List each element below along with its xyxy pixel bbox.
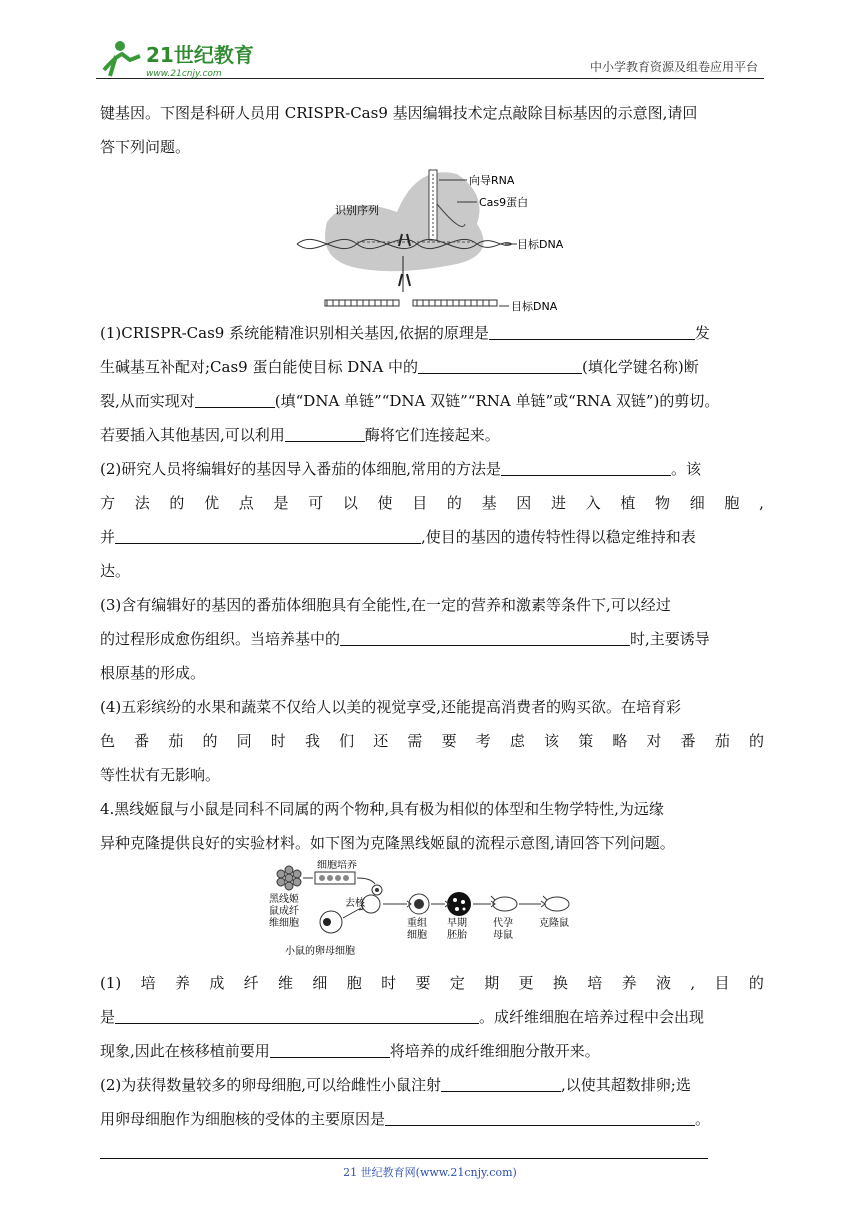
justified-char: 细 (312, 974, 328, 992)
answer-blank[interactable] (441, 1069, 561, 1092)
svg-text:重组: 重组 (407, 918, 427, 929)
question-line: 若要插入其他基因,可以利用 酶将它们连接起来。 (100, 418, 764, 452)
justified-char: 点 (238, 494, 254, 512)
justified-char: 要 (441, 732, 457, 750)
justified-char: 虑 (509, 732, 525, 750)
justified-char: 我 (304, 732, 320, 750)
problem-line: 4.黑线姬鼠与小鼠是同科不同属的两个物种,具有极为相似的体型和生物学特性,为远缘 (100, 800, 664, 818)
justified-char: (1) (100, 974, 122, 992)
justified-char: 策 (578, 732, 594, 750)
footer-text: 21 世纪教育网(www.21cnjy.com) (343, 1166, 517, 1179)
site-logo (96, 36, 266, 80)
justified-char: 同 (236, 732, 252, 750)
svg-text:代孕: 代孕 (493, 918, 513, 929)
question-line: 裂,从而实现对 (填“DNA 单链”“DNA 双链”“RNA 单链”或“RNA 双链”)的剪切。 (100, 384, 764, 418)
justified-char: , (759, 494, 764, 512)
svg-text:母鼠: 母鼠 (493, 930, 513, 941)
justified-char: 更 (518, 974, 534, 992)
justified-char: 基 (481, 494, 497, 512)
answer-blank[interactable] (285, 419, 365, 442)
question-line: (2)研究人员将编辑好的基因导入番茄的体细胞,常用的方法是 。该 (100, 452, 764, 486)
svg-text:鼠成纤: 鼠成纤 (269, 906, 299, 917)
page-header (96, 36, 764, 80)
justified-char: 胞 (724, 494, 740, 512)
question-line-justified (100, 724, 764, 758)
question-line: 等性状有无影响。 (100, 766, 221, 784)
justified-char: 略 (612, 732, 628, 750)
answer-blank[interactable] (270, 1035, 390, 1058)
justified-char: 纤 (243, 974, 259, 992)
question-line: 是 。成纤维细胞在培养过程中会出现 (100, 1000, 764, 1034)
question-line: 并 ,使目的基因的遗传特性得以稳定维持和表 (100, 520, 764, 554)
answer-blank[interactable] (115, 1001, 479, 1024)
justified-char: 的 (748, 732, 764, 750)
justified-char: 细 (689, 494, 705, 512)
justified-char: 该 (544, 732, 560, 750)
svg-text:黑线姬: 黑线姬 (269, 894, 299, 905)
question-line: (2)为获得数量较多的卵母细胞,可以给雌性小鼠注射 ,以使其超数排卵;选 (100, 1068, 764, 1102)
justified-char: 入 (585, 494, 601, 512)
answer-blank[interactable] (115, 521, 421, 544)
question-line-justified (100, 966, 764, 1000)
answer-blank[interactable] (418, 351, 582, 374)
label-recognition: 识别序列 (335, 204, 379, 217)
justified-char: 液 (655, 974, 671, 992)
justified-char: 因 (516, 494, 532, 512)
svg-text:早期: 早期 (447, 918, 467, 929)
label-target-dna: 目标DNA (517, 238, 564, 251)
justified-char: 的 (446, 494, 462, 512)
justified-char: 以 (342, 494, 358, 512)
question-line: (1)CRISPR-Cas9 系统能精准识别相关基因,依据的原理是 发 (100, 316, 764, 350)
justified-char: 养 (621, 974, 637, 992)
question-line: 生碱基互补配对;Cas9 蛋白能使目标 DNA 中的 (填化学键名称)断 (100, 350, 764, 384)
answer-blank[interactable] (340, 623, 630, 646)
question-line: 根原基的形成。 (100, 664, 206, 682)
answer-blank[interactable] (501, 453, 671, 476)
justified-char: 的 (748, 974, 764, 992)
justified-char: 的 (202, 732, 218, 750)
header-rule (96, 78, 764, 79)
intro-line: 答下列问题。 (100, 138, 191, 156)
page-content (100, 96, 764, 1136)
svg-text:维细胞: 维细胞 (269, 918, 299, 929)
justified-char: 换 (552, 974, 568, 992)
svg-text:21世纪教育: 21世纪教育 (146, 43, 254, 67)
justified-char: 考 (475, 732, 491, 750)
justified-char: 物 (655, 494, 671, 512)
justified-char: 时 (270, 732, 286, 750)
question-line: 用卵母细胞作为细胞核的受体的主要原因是 。 (100, 1102, 764, 1136)
svg-text:胚胎: 胚胎 (447, 930, 467, 941)
footer-rule (100, 1158, 708, 1159)
label-target-dna-cut: 目标DNA (511, 300, 558, 313)
justified-char: 目 (412, 494, 428, 512)
justified-char: 维 (278, 974, 294, 992)
answer-blank[interactable] (489, 317, 695, 340)
cloning-flow-diagram (267, 860, 597, 966)
justified-char: 方 (100, 494, 116, 512)
justified-char: 植 (620, 494, 636, 512)
svg-text:www.21cnjy.com: www.21cnjy.com (146, 69, 222, 79)
problem-line: 异种克隆提供良好的实验材料。如下图为克隆黑线姬鼠的流程示意图,请回答下列问题。 (100, 834, 675, 852)
intro-line: 键基因。下图是科研人员用 CRISPR-Cas9 基因编辑技术定点敲除目标基因的示意图,请回 (100, 104, 698, 122)
question-line: 现象,因此在核移植前要用 将培养的成纤维细胞分散开来。 (100, 1034, 764, 1068)
justified-char: 培 (587, 974, 603, 992)
justified-char: 养 (174, 974, 190, 992)
label-guide-rna: 向导RNA (469, 174, 515, 187)
justified-char: 使 (377, 494, 393, 512)
question-line: (4)五彩缤纷的水果和蔬菜不仅给人以美的视觉享受,还能提高消费者的购买欲。在培育彩 (100, 698, 682, 716)
justified-char: 们 (339, 732, 355, 750)
platform-name: 中小学教育资源及组卷应用平台 (589, 60, 758, 74)
svg-text:小鼠的卵母细胞: 小鼠的卵母细胞 (285, 946, 355, 957)
question-line: 达。 (100, 562, 131, 580)
justified-char: 目 (714, 974, 730, 992)
justified-char: 时 (381, 974, 397, 992)
justified-char: 是 (273, 494, 289, 512)
justified-char: 可 (308, 494, 324, 512)
justified-char: 茄 (714, 732, 730, 750)
justified-char: 进 (550, 494, 566, 512)
justified-char: 色 (100, 732, 116, 750)
justified-char: 培 (140, 974, 156, 992)
svg-text:克隆鼠: 克隆鼠 (539, 918, 569, 929)
justified-char: 需 (407, 732, 423, 750)
answer-blank[interactable] (385, 1103, 695, 1126)
justified-char: 优 (204, 494, 220, 512)
justified-char: 番 (680, 732, 696, 750)
justified-char: 定 (449, 974, 465, 992)
justified-char: 成 (209, 974, 225, 992)
answer-blank[interactable] (195, 385, 275, 408)
justified-char: , (690, 974, 696, 992)
justified-char: 期 (484, 974, 500, 992)
crispr-diagram (287, 164, 577, 316)
question-line: 的过程形成愈伤组织。当培养基中的 时,主要诱导 (100, 622, 764, 656)
justified-char: 法 (134, 494, 150, 512)
justified-char: 对 (646, 732, 662, 750)
justified-char: 的 (169, 494, 185, 512)
svg-text:细胞培养: 细胞培养 (317, 860, 357, 871)
justified-char: 番 (134, 732, 150, 750)
justified-char: 要 (415, 974, 431, 992)
justified-char: 茄 (168, 732, 184, 750)
justified-char: 胞 (346, 974, 362, 992)
question-line-justified (100, 486, 764, 520)
svg-text:去核: 去核 (345, 898, 365, 909)
label-cas9: Cas9蛋白 (479, 196, 529, 209)
svg-text:细胞: 细胞 (407, 930, 427, 941)
question-line: (3)含有编辑好的基因的番茄体细胞具有全能性,在一定的营养和激素等条件下,可以经过 (100, 596, 671, 614)
justified-char: 还 (373, 732, 389, 750)
